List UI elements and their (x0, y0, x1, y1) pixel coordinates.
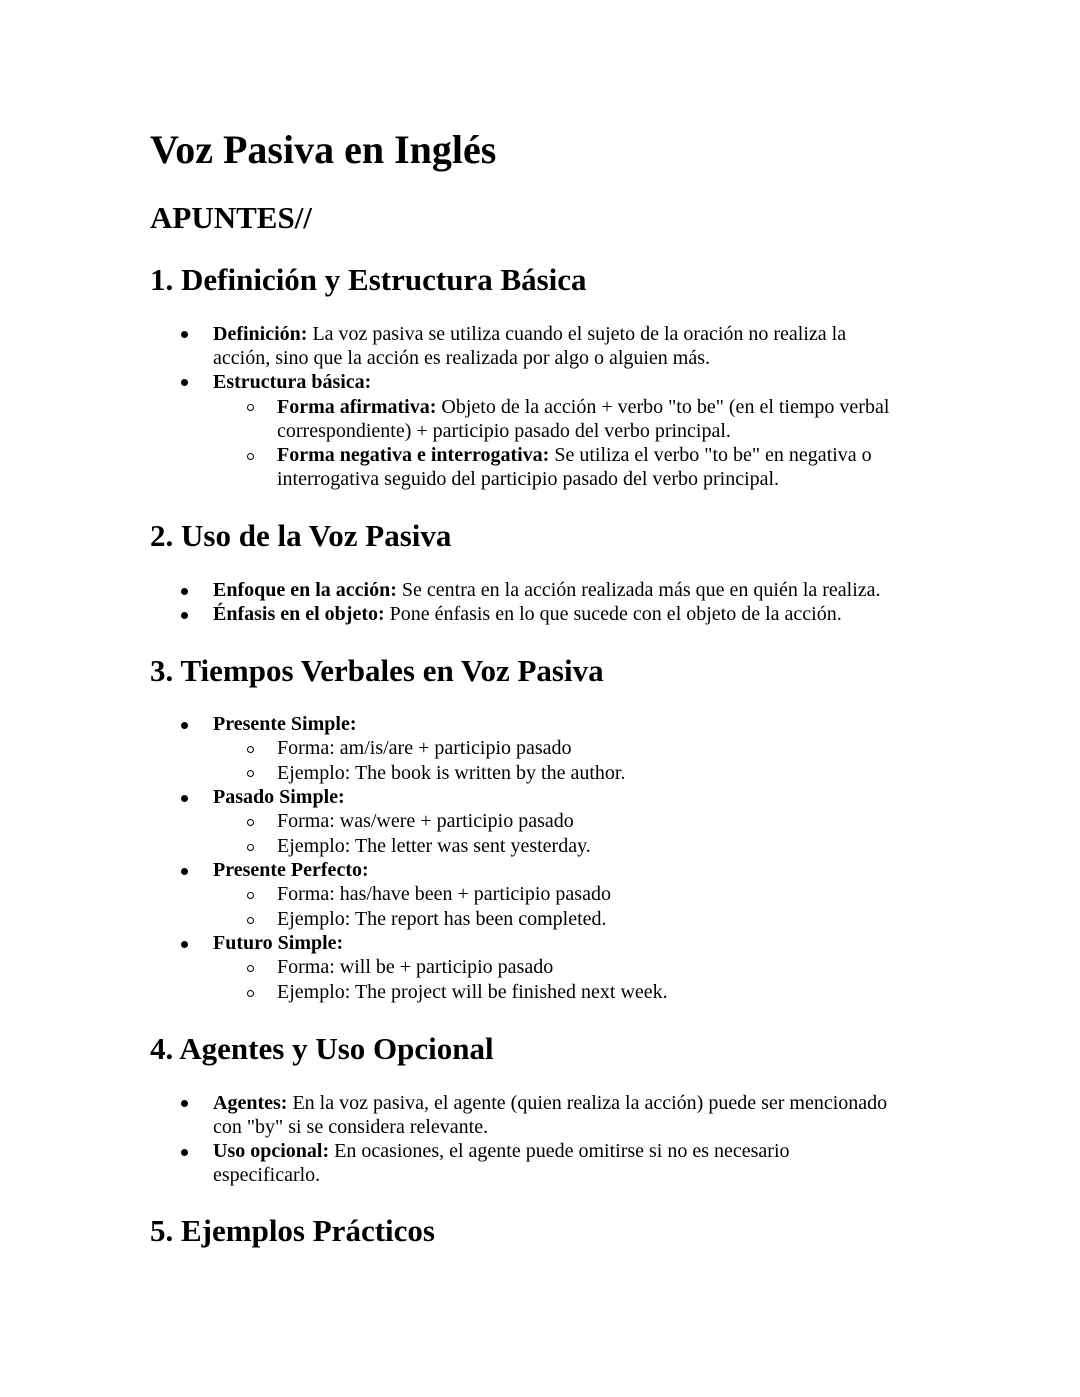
circle-bullet-icon (247, 404, 254, 411)
forma-negativa-text-cont: interrogativa seguido del participio pasado del verbo principal. (277, 468, 780, 490)
section-4-heading: 4. Agentes y Uso Opcional (150, 1031, 494, 1066)
tense-forma: Forma: has/have been + participio pasado (277, 883, 611, 905)
circle-bullet-icon (247, 844, 254, 851)
enfasis-label: Énfasis en el objeto: (213, 603, 385, 625)
tense-label: Pasado Simple: (213, 786, 345, 808)
uso-opcional-label: Uso opcional: (213, 1140, 330, 1162)
agentes-item (213, 1091, 887, 1115)
uso-opcional-item (213, 1139, 790, 1163)
bullet-icon (181, 868, 188, 875)
bullet-icon (181, 941, 188, 948)
bullet-icon (181, 722, 188, 729)
estructura-label: Estructura básica: (213, 371, 372, 393)
bullet-icon (181, 379, 188, 386)
tense-ejemplo: Ejemplo: The book is written by the author. (277, 762, 626, 784)
tense-ejemplo: Ejemplo: The letter was sent yesterday. (277, 835, 591, 857)
forma-negativa-item (277, 443, 872, 467)
section-3-heading: 3. Tiempos Verbales en Voz Pasiva (150, 653, 604, 688)
bullet-icon (181, 588, 188, 595)
tense-forma: Forma: was/were + participio pasado (277, 810, 574, 832)
agentes-text: En la voz pasiva, el agente (quien realiza la acción) puede ser mencionado (292, 1092, 888, 1114)
circle-bullet-icon (247, 917, 254, 924)
section-5-heading: 5. Ejemplos Prácticos (150, 1213, 435, 1248)
bullet-icon (181, 1149, 188, 1156)
document-title: Voz Pasiva en Inglés (150, 127, 497, 172)
forma-afirmativa-label: Forma afirmativa: (277, 396, 437, 418)
definicion-text-cont: acción, sino que la acción es realizada por algo o alguien más. (213, 347, 711, 369)
tense-forma: Forma: will be + participio pasado (277, 956, 554, 978)
bullet-icon (181, 612, 188, 619)
section-2-heading: 2. Uso de la Voz Pasiva (150, 518, 452, 553)
tense-label: Presente Simple: (213, 713, 357, 735)
forma-afirmativa-item (277, 395, 889, 419)
circle-bullet-icon (247, 746, 254, 753)
bullet-icon (181, 1100, 188, 1107)
circle-bullet-icon (247, 990, 254, 997)
enfasis-text: Pone énfasis en lo que sucede con el objeto de la acción. (389, 603, 842, 625)
enfasis-item (213, 602, 842, 626)
tense-ejemplo: Ejemplo: The report has been completed. (277, 908, 607, 930)
circle-bullet-icon (247, 892, 254, 899)
definicion-text: La voz pasiva se utiliza cuando el sujeto de la oración no realiza la (312, 323, 847, 345)
bullet-icon (181, 795, 188, 802)
tense-label: Futuro Simple: (213, 932, 344, 954)
circle-bullet-icon (247, 453, 254, 460)
document-subtitle: APUNTES// (150, 200, 312, 235)
agentes-label: Agentes: (213, 1092, 288, 1114)
forma-negativa-text: Se utiliza el verbo "to be" en negativa o (554, 444, 872, 466)
forma-afirmativa-text: Objeto de la acción + verbo "to be" (en el tiempo verbal (441, 396, 890, 418)
definicion-label: Definición: (213, 323, 308, 345)
tense-ejemplo: Ejemplo: The project will be finished next week. (277, 981, 668, 1003)
circle-bullet-icon (247, 770, 254, 777)
enfoque-label: Enfoque en la acción: (213, 579, 397, 601)
circle-bullet-icon (247, 819, 254, 826)
circle-bullet-icon (247, 965, 254, 972)
tense-label: Presente Perfecto: (213, 859, 369, 881)
enfoque-text: Se centra en la acción realizada más que en quién la realiza. (401, 579, 881, 601)
uso-opcional-text-cont: especificarlo. (213, 1164, 321, 1186)
uso-opcional-text: En ocasiones, el agente puede omitirse si no es necesario (334, 1140, 790, 1162)
section-1-heading: 1. Definición y Estructura Básica (150, 262, 587, 297)
definicion-item (213, 322, 846, 346)
forma-negativa-label: Forma negativa e interrogativa: (277, 444, 550, 466)
forma-afirmativa-text-cont: correspondiente) + participio pasado del verbo principal. (277, 420, 731, 442)
enfoque-item (213, 578, 881, 602)
tense-forma: Forma: am/is/are + participio pasado (277, 737, 572, 759)
bullet-icon (181, 331, 188, 338)
agentes-text-cont: con "by" si se considera relevante. (213, 1116, 489, 1138)
